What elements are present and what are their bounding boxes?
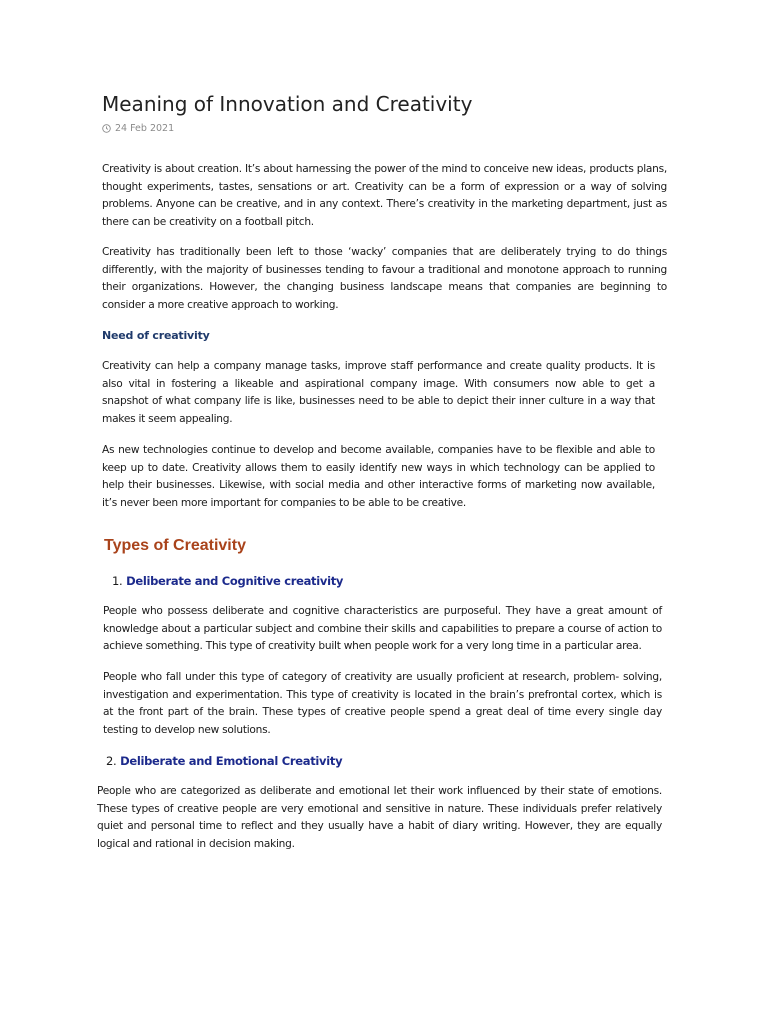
type-2-number: 2. [106,754,117,768]
type-2-heading [106,754,342,768]
type-2-title: Deliberate and Emotional Creativity [120,754,343,768]
publish-date-text: 24 Feb 2021 [115,123,175,134]
type-1-title: Deliberate and Cognitive creativity [126,574,344,588]
publish-date [102,123,174,134]
types-of-creativity-heading: Types of Creativity [104,537,246,554]
type-1-heading [112,574,343,588]
type-2-paragraph-1: People who are categorized as deliberate and emotional let their work influenced by their state of emotions. These types of creative people are very emotional and sensitive in nature. These individuals prefer relatively quiet and personal time to reflect and they usually have a habit of diary writing. However, they are equally logical and rational in decision making. [97,785,662,850]
need-paragraph-2: As new technologies continue to develop and become available, companies have to be flexible and able to keep up to date. Creativity allows them to easily identify new ways in which technology can be applied to help their businesses. Likewise, with social media and other interactive forms of marketing now available, it’s never been more important for companies to be able to be creative. [102,444,655,509]
intro-paragraph-1: Creativity is about creation. It’s about harnessing the power of the mind to conceive new ideas, products plans, thought experiments, tastes, sensations or art. Creativity can be a form of expression or a way of solving problems. Anyone can be creative, and in any context. There’s creativity in the marketing department, just as there can be creativity on a football pitch. [102,163,667,228]
need-paragraph-1: Creativity can help a company manage tasks, improve staff performance and create quality products. It is also vital in fostering a likeable and aspirational company image. With consumers now able to get a snapshot of what company life is like, businesses need to be able to depict their inner culture in a way that makes it seem appealing. [102,360,655,425]
article-title: Meaning of Innovation and Creativity [102,92,473,116]
type-1-paragraph-1: People who possess deliberate and cognitive characteristics are purposeful. They have a great amount of knowledge about a particular subject and combine their skills and capabilities to prepare a course of action to achieve something. This type of creativity built when people work for a very long time in a particular area. [103,605,662,652]
need-of-creativity-heading: Need of creativity [102,329,210,342]
intro-paragraph-2: Creativity has traditionally been left to those ‘wacky’ companies that are deliberately trying to do things differently, with the majority of businesses tending to favour a traditional and monotone approach to running their organizations. However, the changing business landscape means that companies are beginning to consider a more creative approach to working. [102,246,667,311]
type-1-number: 1. [112,574,123,588]
type-1-paragraph-2: People who fall under this type of category of creativity are usually proficient at research, problem- solving, investigation and experimentation. This type of creativity is located in the brain’s prefrontal cortex, which is at the front part of the brain. These types of creative people spend a great deal of time every single day testing to develop new solutions. [103,671,662,736]
clock-icon [102,124,111,133]
